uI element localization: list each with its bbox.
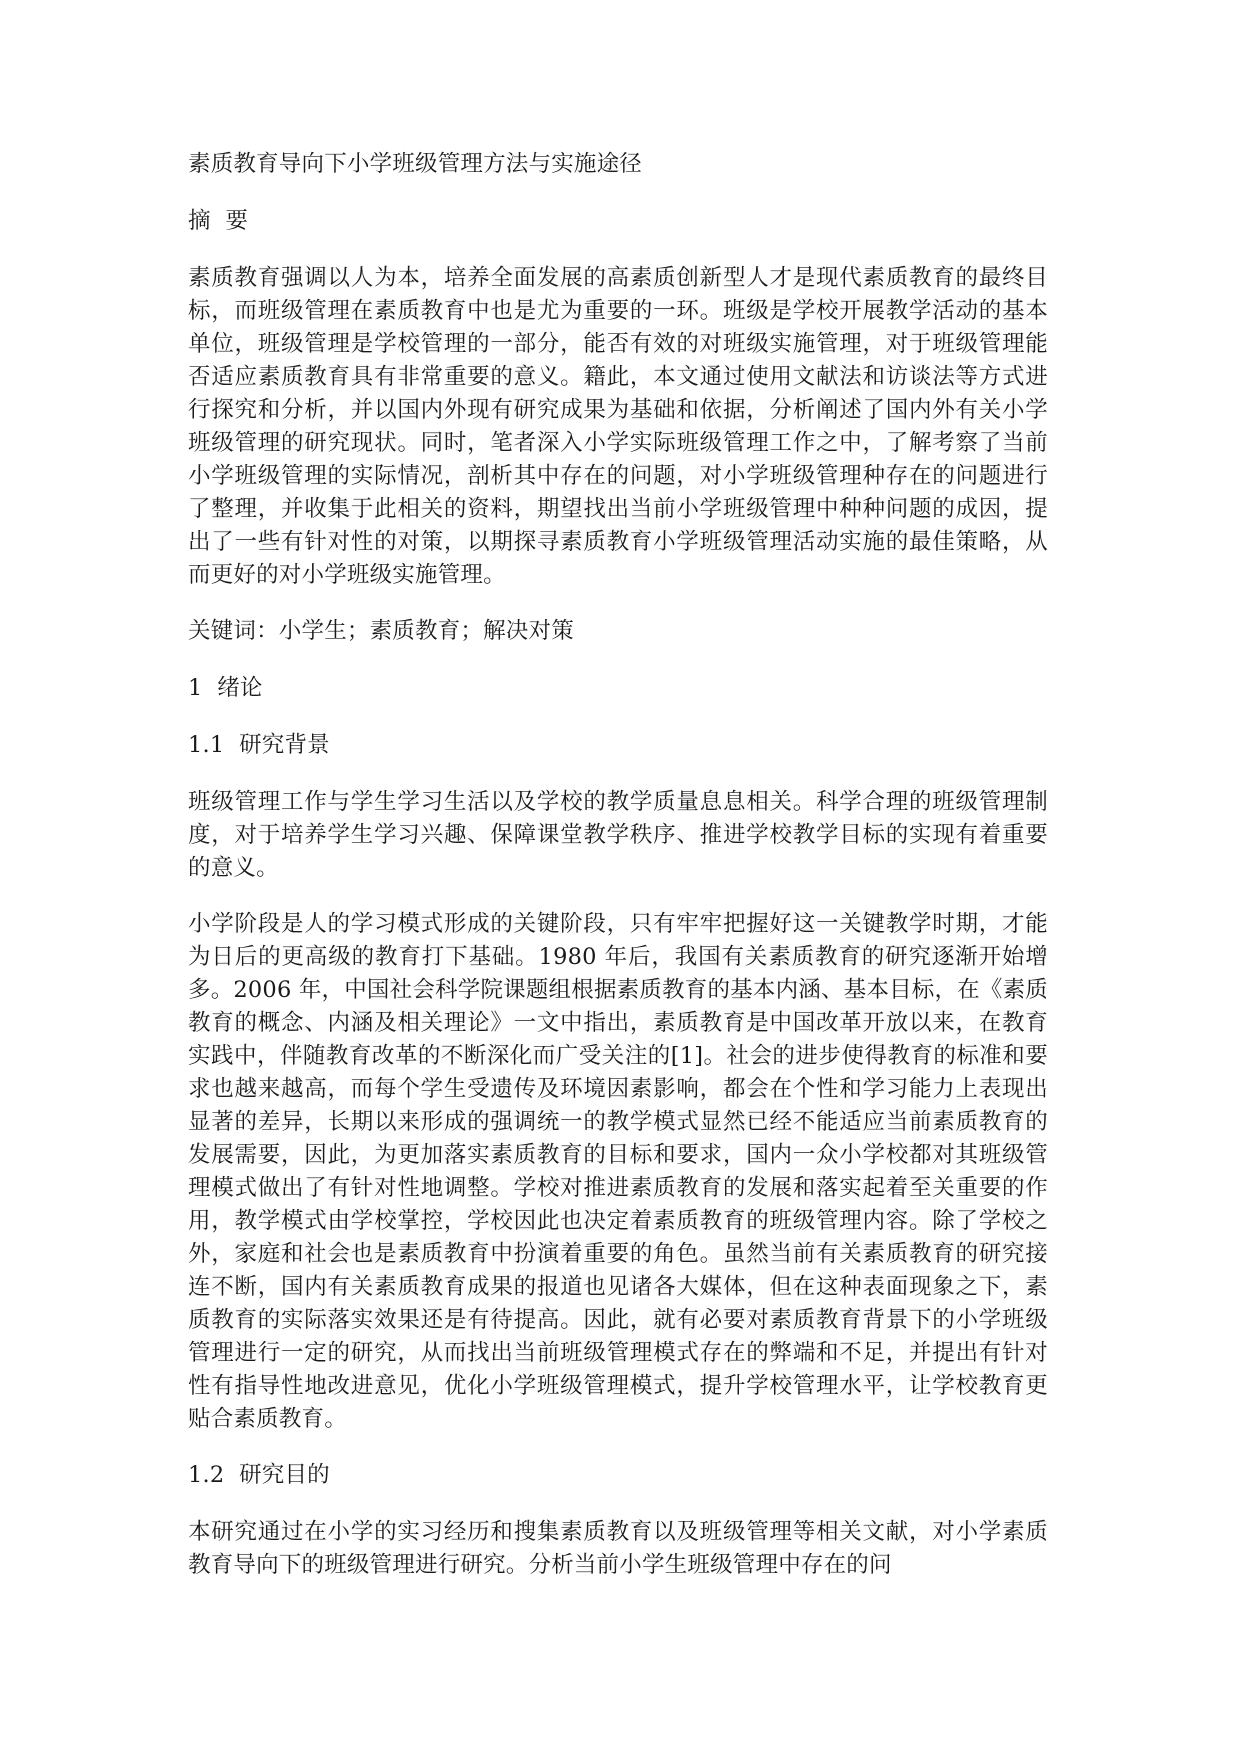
abstract-paragraph: 素质教育强调以人为本，培养全面发展的高素质创新型人才是现代素质教育的最终目标，而班级管理在素质教育中也是尤为重要的一环。班级是学校开展教学活动的基本单位，班级管理是学校管理的一部分，能否有效的对班级实施管理，对于班级管理能否适应素质教育具有非常重要的意义。籍此，本文通过使用文献法和访谈法等方式进行探究和分析，并以国内外现有研究成果为基础和依据，分析阐述了国内外有关小学班级管理的研究现状。同时，笔者深入小学实际班级管理工作之中，了解考察了当前小学班级管理的实际情况，剖析其中存在的问题，对小学班级管理种存在的问题进行了整理，并收集于此相关的资料，期望找出当前小学班级管理中种种问题的成因，提出了一些有针对性的对策，以期探寻素质教育小学班级管理活动实施的最佳策略，从而更好的对小学班级实施管理。 — [188, 265, 1048, 588]
section-heading-1-2: 1.2 研究目的 — [188, 1462, 330, 1488]
body-paragraph-1-1-b: 小学阶段是人的学习模式形成的关键阶段，只有牢牢把握好这一关键教学时期，才能为日后的更高级的教育打下基础。1980 年后，我国有关素质教育的研究逐渐开始增多。2006 年，中国社会科学院课题组根据素质教育的基本内涵、基本目标，在《素质教育的概念、内涵及相关理论》一文中指出，素质教育是中国改革开放以来，在教育实践中，伴随教育改革的不断深化而广受关注的[1]。社会的进步使得教育的标准和要求也越来越高，而每个学生受遗传及环境因素影响，都会在个性和学习能力上表现出显著的差异，长期以来形成的强调统一的教学模式显然已经不能适应当前素质教育的发展需要，因此，为更加落实素质教育的目标和要求，国内一众小学校都对其班级管理模式做出了有针对性地调整。学校对推进素质教育的发展和落实起着至关重要的作用，教学模式由学校掌控，学校因此也决定着素质教育的班级管理内容。除了学校之外，家庭和社会也是素质教育中扮演着重要的角色。虽然当前有关素质教育的研究接连不断，国内有关素质教育成果的报道也见诸各大媒体，但在这种表面现象之下，素质教育的实际落实效果还是有待提高。因此，就有必要对素质教育背景下的小学班级管理进行一定的研究，从而找出当前班级管理模式存在的弊端和不足，并提出有针对性有指导性地改进意见，优化小学班级管理模式，提升学校管理水平，让学校教育更贴合素质教育。 — [188, 911, 1048, 1432]
section-heading-1-1: 1.1 研究背景 — [188, 732, 330, 758]
body-paragraph-1-1-a: 班级管理工作与学生学习生活以及学校的教学质量息息相关。科学合理的班级管理制度，对于培养学生学习兴趣、保障课堂教学秩序、推进学校教学目标的实现有着重要的意义。 — [188, 789, 1048, 881]
keywords-line: 关键词：小学生；素质教育；解决对策 — [188, 618, 574, 644]
section-heading-1: 1 绪论 — [188, 675, 263, 701]
abstract-heading: 摘 要 — [188, 208, 249, 234]
document-page — [188, 148, 1048, 1605]
document-title: 素质教育导向下小学班级管理方法与实施途径 — [188, 151, 643, 177]
body-paragraph-1-2: 本研究通过在小学的实习经历和搜集素质教育以及班级管理等相关文献，对小学素质教育导向下的班级管理进行研究。分析当前小学生班级管理中存在的问 — [188, 1519, 1048, 1578]
